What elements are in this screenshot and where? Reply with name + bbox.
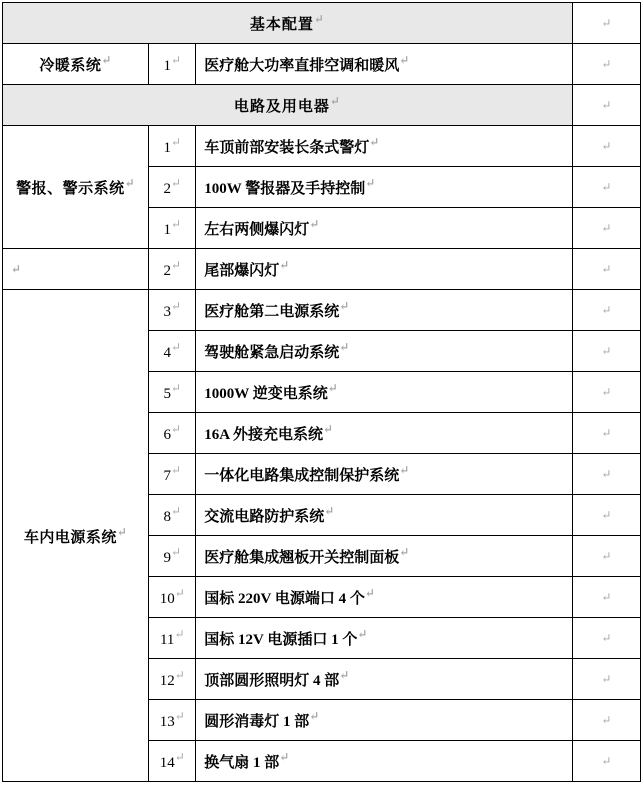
item-description: 医疗舱集成翘板开关控制面板 (204, 550, 400, 566)
paragraph-mark-icon: ↵ (601, 590, 612, 604)
item-number: 2 (163, 263, 171, 279)
note-cell (572, 208, 640, 249)
paragraph-mark-icon: ↵ (601, 180, 612, 194)
note-cell (572, 167, 640, 208)
paragraph-mark-icon: ↵ (601, 672, 612, 686)
item-number: 8 (163, 509, 171, 525)
item-number: 10 (159, 591, 175, 607)
paragraph-mark-icon: ↵ (174, 668, 185, 682)
paragraph-mark-icon: ↵ (601, 139, 612, 153)
item-description-cell (196, 741, 573, 782)
item-description-cell (196, 126, 573, 167)
item-number: 1 (163, 140, 171, 156)
item-description-cell (196, 167, 573, 208)
note-cell (572, 372, 640, 413)
paragraph-mark-icon: ↵ (170, 545, 182, 559)
paragraph-mark-icon: ↵ (174, 709, 185, 723)
paragraph-mark-icon: ↵ (601, 385, 612, 399)
paragraph-mark-icon: ↵ (329, 94, 341, 108)
paragraph-mark-icon: ↵ (601, 344, 612, 358)
item-number-cell (149, 741, 196, 782)
note-cell (572, 536, 640, 577)
item-description: 交流电路防护系统 (204, 509, 325, 525)
paragraph-mark-icon: ↵ (601, 631, 612, 645)
table-row (3, 249, 641, 290)
paragraph-mark-icon: ↵ (601, 549, 612, 563)
note-cell (572, 126, 640, 167)
paragraph-mark-icon: ↵ (601, 467, 612, 481)
item-number: 1 (163, 222, 171, 238)
paragraph-mark-icon: ↵ (309, 709, 320, 723)
item-number-cell (149, 618, 196, 659)
note-cell (572, 249, 640, 290)
item-description-cell (196, 413, 573, 454)
document-page (0, 2, 643, 797)
system-name-label: 警报、警示系统 (16, 181, 125, 197)
item-description: 顶部圆形照明灯 4 部 (204, 673, 340, 689)
item-number-cell (149, 536, 196, 577)
item-number-cell (149, 372, 196, 413)
item-number: 5 (163, 386, 171, 402)
paragraph-mark-icon: ↵ (601, 98, 612, 112)
item-description: 100W 警报器及手持控制 (204, 181, 366, 197)
note-cell (572, 700, 640, 741)
paragraph-mark-icon: ↵ (399, 463, 410, 477)
item-description: 医疗舱第二电源系统 (204, 304, 340, 320)
note-cell (572, 454, 640, 495)
item-number: 4 (163, 345, 171, 361)
item-description: 国标 220V 电源端口 4 个 (204, 591, 365, 607)
paragraph-mark-icon: ↵ (601, 16, 612, 30)
item-description-cell (196, 536, 573, 577)
paragraph-mark-icon: ↵ (170, 340, 182, 354)
paragraph-mark-icon: ↵ (601, 426, 612, 440)
item-description-cell (196, 249, 573, 290)
item-description: 16A 外接充电系统 (204, 427, 324, 443)
system-name-cell-alarm (3, 126, 149, 249)
item-description: 国标 12V 电源插口 1 个 (204, 632, 358, 648)
section-title: 基本配置 (249, 17, 314, 33)
paragraph-mark-icon: ↵ (174, 627, 185, 641)
note-cell (572, 618, 640, 659)
paragraph-mark-icon: ↵ (601, 221, 612, 235)
note-cell (572, 290, 640, 331)
paragraph-mark-icon: ↵ (170, 299, 182, 313)
item-description-cell (196, 372, 573, 413)
item-description: 驾驶舱紧急启动系统 (204, 345, 340, 361)
note-cell (572, 577, 640, 618)
paragraph-mark-icon: ↵ (339, 340, 350, 354)
item-number-cell (149, 208, 196, 249)
item-number-cell (149, 659, 196, 700)
item-description: 医疗舱大功率直排空调和暖风 (204, 58, 400, 74)
item-number: 11 (159, 632, 175, 648)
item-number-cell (149, 167, 196, 208)
note-cell (572, 495, 640, 536)
paragraph-mark-icon: ↵ (124, 176, 136, 190)
item-number: 9 (163, 550, 171, 566)
system-name-label: 冷暖系统 (39, 58, 102, 74)
paragraph-mark-icon: ↵ (11, 262, 22, 276)
paragraph-mark-icon: ↵ (170, 176, 182, 190)
note-cell (572, 85, 640, 126)
system-name-cell-power (3, 290, 149, 782)
section-header-electrical (3, 85, 573, 126)
item-description: 换气扇 1 部 (204, 755, 280, 771)
section-header-basic (3, 3, 573, 44)
section-title: 电路及用电器 (233, 99, 330, 115)
paragraph-mark-icon: ↵ (399, 545, 410, 559)
paragraph-mark-icon: ↵ (170, 258, 182, 272)
note-cell (572, 741, 640, 782)
item-description: 一体化电路集成控制保护系统 (204, 468, 400, 484)
item-description-cell (196, 454, 573, 495)
paragraph-mark-icon: ↵ (369, 135, 380, 149)
item-description: 左右两侧爆闪灯 (204, 222, 310, 238)
system-name-cell (3, 44, 149, 85)
paragraph-mark-icon: ↵ (174, 586, 185, 600)
item-description-cell (196, 618, 573, 659)
item-number: 13 (159, 714, 175, 730)
table-row (3, 44, 641, 85)
paragraph-mark-icon: ↵ (357, 627, 368, 641)
item-number-cell (149, 454, 196, 495)
item-description: 车顶前部安装长条式警灯 (204, 140, 370, 156)
note-cell (572, 44, 640, 85)
item-number: 2 (163, 181, 171, 197)
paragraph-mark-icon: ↵ (170, 217, 182, 231)
note-cell (572, 413, 640, 454)
item-description: 圆形消毒灯 1 部 (204, 714, 310, 730)
paragraph-mark-icon: ↵ (399, 53, 410, 67)
specification-table (2, 2, 641, 782)
paragraph-mark-icon: ↵ (101, 53, 112, 67)
table-row (3, 3, 641, 44)
item-description-cell (196, 577, 573, 618)
item-number: 6 (163, 427, 171, 443)
item-number: 12 (159, 673, 175, 689)
paragraph-mark-icon: ↵ (327, 381, 338, 395)
item-number: 7 (163, 468, 171, 484)
item-number: 3 (163, 304, 171, 320)
item-description-cell (196, 331, 573, 372)
paragraph-mark-icon: ↵ (313, 12, 325, 26)
paragraph-mark-icon: ↵ (170, 463, 182, 477)
paragraph-mark-icon: ↵ (174, 750, 185, 764)
paragraph-mark-icon: ↵ (339, 299, 350, 313)
item-description-cell (196, 208, 573, 249)
item-number-cell (149, 331, 196, 372)
paragraph-mark-icon: ↵ (309, 217, 320, 231)
item-number-cell (149, 126, 196, 167)
item-number-cell (149, 44, 196, 85)
item-number-cell (149, 249, 196, 290)
paragraph-mark-icon: ↵ (170, 135, 182, 149)
paragraph-mark-icon: ↵ (279, 750, 290, 764)
item-description-cell (196, 700, 573, 741)
note-cell (572, 3, 640, 44)
note-cell (572, 659, 640, 700)
paragraph-mark-icon: ↵ (170, 422, 182, 436)
item-description: 1000W 逆变电系统 (204, 386, 328, 402)
paragraph-mark-icon: ↵ (601, 262, 612, 276)
paragraph-mark-icon: ↵ (601, 508, 612, 522)
item-description-cell (196, 290, 573, 331)
item-number-cell (149, 290, 196, 331)
paragraph-mark-icon: ↵ (323, 422, 334, 436)
paragraph-mark-icon: ↵ (601, 754, 612, 768)
table-row (3, 85, 641, 126)
paragraph-mark-icon: ↵ (116, 524, 128, 539)
item-number: 14 (159, 755, 175, 771)
paragraph-mark-icon: ↵ (279, 258, 290, 272)
paragraph-mark-icon: ↵ (601, 713, 612, 727)
item-number-cell (149, 413, 196, 454)
item-number-cell (149, 700, 196, 741)
paragraph-mark-icon: ↵ (364, 586, 375, 600)
item-description: 尾部爆闪灯 (204, 263, 280, 279)
paragraph-mark-icon: ↵ (170, 381, 182, 395)
table-row (3, 126, 641, 167)
system-name-cell-empty (3, 249, 149, 290)
table-row (3, 290, 641, 331)
paragraph-mark-icon: ↵ (601, 303, 612, 317)
paragraph-mark-icon: ↵ (339, 668, 350, 682)
system-name-label: 车内电源系统 (23, 529, 117, 546)
paragraph-mark-icon: ↵ (170, 504, 182, 518)
note-cell (572, 331, 640, 372)
item-number-cell (149, 577, 196, 618)
paragraph-mark-icon: ↵ (365, 176, 376, 190)
item-number-cell (149, 495, 196, 536)
item-description-cell (196, 659, 573, 700)
item-description-cell (196, 495, 573, 536)
item-number: 1 (163, 58, 171, 74)
paragraph-mark-icon: ↵ (601, 57, 612, 71)
paragraph-mark-icon: ↵ (170, 53, 182, 67)
item-description-cell (196, 44, 573, 85)
paragraph-mark-icon: ↵ (324, 504, 335, 518)
